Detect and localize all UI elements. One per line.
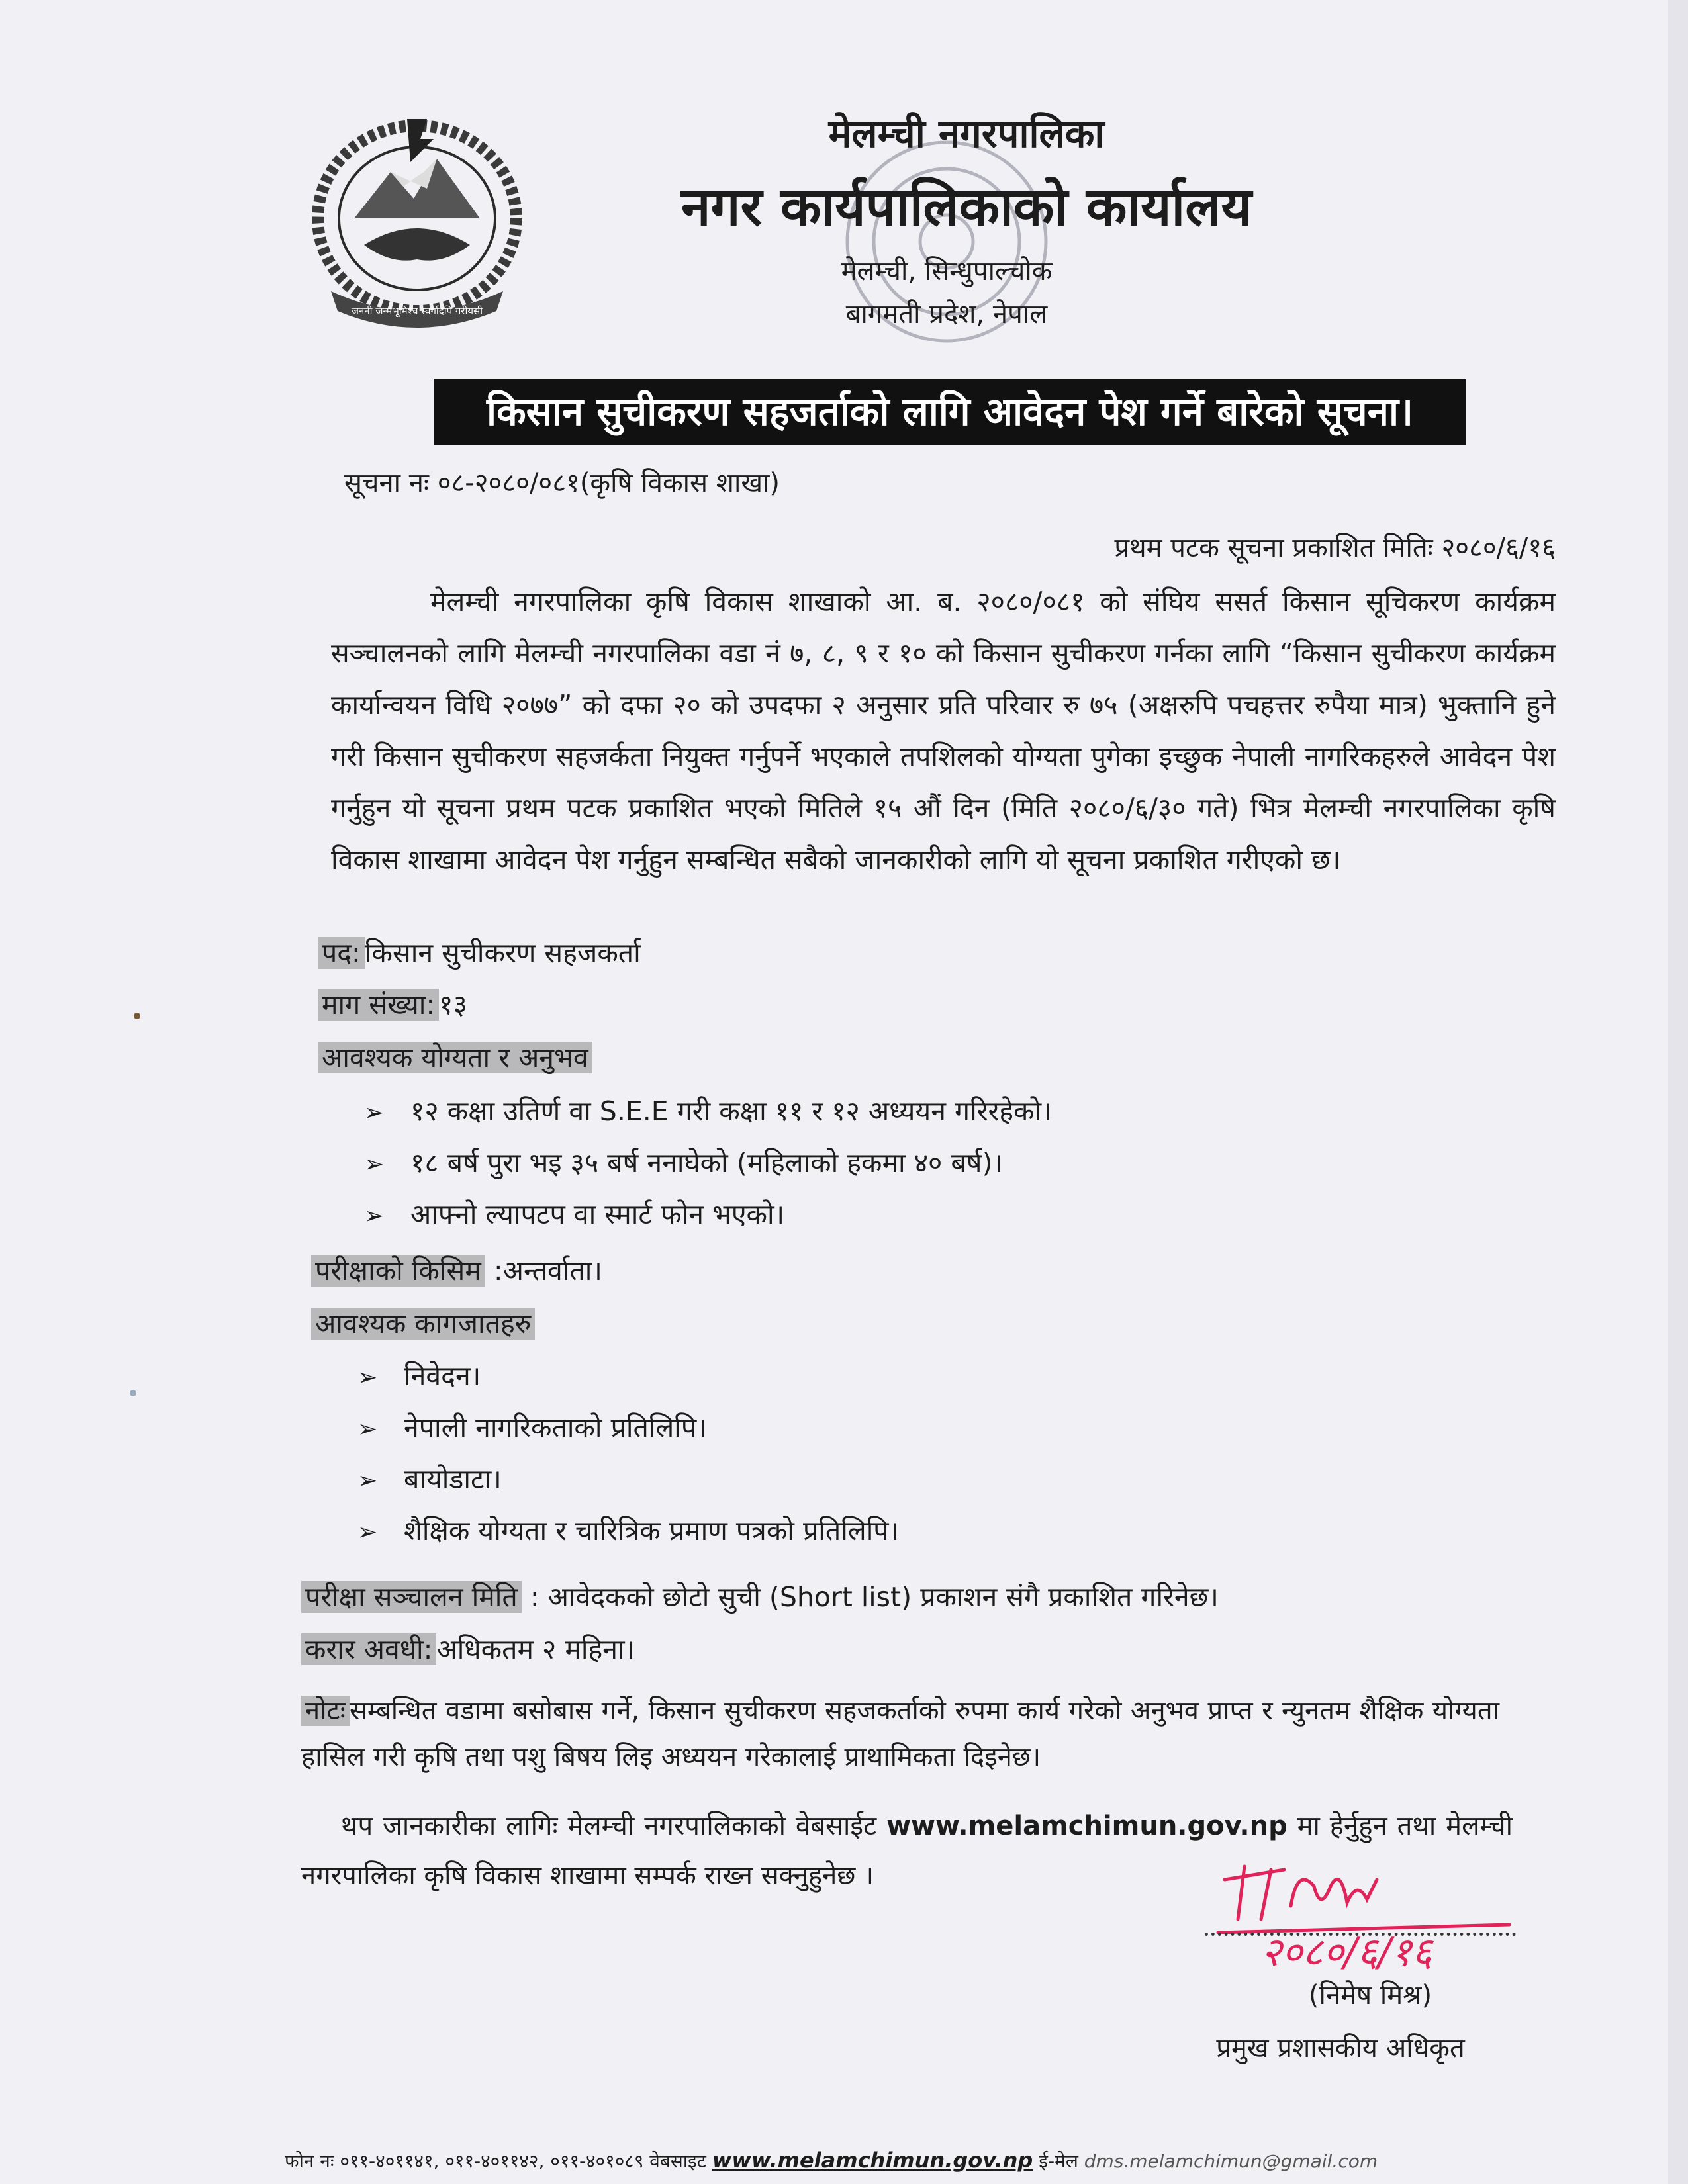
footer: [285, 2148, 1378, 2173]
exam-type-row: [311, 1251, 602, 1291]
notice-title: किसान सुचीकरण सहजर्ताको लागि आवेदन पेश गर्ने बारेको सूचना।: [434, 379, 1466, 445]
arrow-bullet-icon: ➢: [357, 1364, 378, 1391]
paper-speck: [134, 1013, 140, 1019]
demand-label: माग संख्या:: [318, 989, 439, 1021]
footer-phones: फोन नः ०११-४०११४१, ०११-४०११४२, ०११-४०१०८९ वेबसाइट: [285, 2150, 712, 2172]
list-item: ➢ १८ बर्ष पुरा भइ ३५ बर्ष ननाघेको (महिलाको हकमा ४० बर्ष)।: [364, 1137, 1052, 1189]
exam-date-label: परीक्षा सञ्चालन मिति: [301, 1581, 522, 1613]
nepal-emblem-icon: [291, 113, 543, 338]
municipality-name: मेलम्ची नगरपालिका: [828, 111, 1105, 156]
notice-number: सूचना नः ०८-२०८०/०८१(कृषि विकास शाखा): [344, 468, 780, 498]
paper-speck: [130, 1390, 136, 1396]
list-item: ➢ नेपाली नागरिकताको प्रतिलिपि।: [357, 1402, 899, 1453]
arrow-bullet-icon: ➢: [364, 1203, 385, 1230]
contract-value: अधिकतम २ महिना।: [436, 1633, 635, 1665]
svg-text:जननी जन्मभूमिश्च स्वर्गादपि गर: जननी जन्मभूमिश्च स्वर्गादपि गरीयसी: [351, 305, 483, 317]
documents-list: [357, 1350, 899, 1557]
note-label: नोटः: [301, 1696, 350, 1726]
list-item: ➢ बायोडाटा।: [357, 1453, 899, 1505]
post-value: किसान सुचीकरण सहजकर्ता: [364, 937, 641, 969]
contact-paragraph: थप जानकारीका लागिः मेलम्ची नगरपालिकाको वेबसाईट www.melamchimun.gov.np मा हेर्नुहुन तथा मेलम्ची नगरपालिका कृषि विकास शाखामा सम्पर्क राख्न सक्नुहुनेछ ।: [301, 1811, 1513, 1891]
note-text: सम्बन्धित वडामा बसोबास गर्ने, किसान सुचीकरण सहजकर्ताको रुपमा कार्य गरेको अनुभव प्राप्त र न्युनतम शैक्षिक योग्यता हासिल गरी कृषि तथा पशु बिषय लिइ अध्ययन गरेकालाई प्राथामिकता दिइनेछ।: [301, 1696, 1499, 1772]
signatory-designation: प्रमुख प्रशासकीय अधिकृत: [1216, 2033, 1465, 2064]
notice-body: मेलम्ची नगरपालिका कृषि विकास शाखाको आ. ब. २०८०/०८१ को संघिय ससर्त किसान सूचिकरण कार्यक्रम सञ्चालनको लागि मेलम्ची नगरपालिका वडा नं ७, ८, ९ र १० को किसान सुचीकरण गर्नका लागि “किसान सुचीकरण कार्यक्रम कार्यान्वयन विधि २०७७” को दफा २० को उपदफा २ अनुसार प्रति परिवार रु ७५ (अक्षरुपि पचहत्तर रुपैया मात्र) भुक्तानि हुने गरी किसान सुचीकरण सहजर्कता नियुक्त गर्नुपर्ने भएकाले तपशिलको योग्यता पुगेका इच्छुक नेपाली नागरिकहरुले आवेदन पेश गर्नुहुन यो सूचना प्रथम पटक प्रकाशित भएको मितिले १५ औं दिन (मिति २०८०/६/३० गते) भित्र मेलम्ची नगरपालिका कृषि विकास शाखामा आवेदन पेश गर्नुहुन सम्बन्धित सबैको जानकारीको लागि यो सूचना प्रकाशित गरीएको छ।: [331, 586, 1556, 876]
contract-label: करार अवधी:: [301, 1633, 436, 1665]
qualifications-heading-row: [318, 1038, 592, 1077]
post-row: [318, 933, 641, 973]
exam-type-value: :अन्तर्वाता।: [493, 1255, 602, 1287]
exam-date-row: [301, 1577, 1219, 1617]
page-edge: [1668, 0, 1688, 2184]
arrow-bullet-icon: ➢: [364, 1099, 385, 1126]
footer-email-link[interactable]: dms.melamchimun@gmail.com: [1084, 2150, 1378, 2172]
arrow-bullet-icon: ➢: [357, 1467, 378, 1494]
exam-type-label: परीक्षाको किसिम: [311, 1255, 485, 1287]
arrow-bullet-icon: ➢: [357, 1519, 378, 1546]
signature-date: २०८०/६/१६: [1261, 1929, 1432, 1972]
post-label: पद:: [318, 937, 365, 969]
office-address: मेलम्ची, सिन्धुपाल्चोक: [841, 256, 1053, 287]
note-paragraph: [301, 1688, 1499, 1780]
signature-line: [1205, 1933, 1516, 1936]
demand-value: १३: [439, 989, 467, 1021]
handwritten-signature: [1198, 1840, 1516, 1972]
website-link[interactable]: www.melamchimun.gov.np: [886, 1811, 1288, 1841]
footer-website-link[interactable]: www.melamchimun.gov.np: [712, 2148, 1033, 2173]
signatory-name: (निमेष मिश्र): [1308, 1980, 1432, 2011]
documents-heading-row: [311, 1304, 535, 1343]
documents-heading: आवश्यक कागजातहरु: [311, 1308, 535, 1340]
contract-row: [301, 1629, 635, 1669]
demand-row: [318, 985, 467, 1024]
qualifications-heading: आवश्यक योग्यता र अनुभव: [318, 1042, 592, 1073]
office-name: नगर कार्यपालिकाको कार्यालय: [681, 176, 1252, 238]
exam-date-value: : आवेदकको छोटो सुची (Short list) प्रकाशन संगै प्रकाशित गरिनेछ।: [530, 1581, 1219, 1613]
qualifications-list: [364, 1085, 1052, 1240]
list-item: ➢ शैक्षिक योग्यता र चारित्रिक प्रमाण पत्रको प्रतिलिपि।: [357, 1505, 899, 1557]
list-item: ➢ आफ्नो ल्यापटप वा स्मार्ट फोन भएको।: [364, 1189, 1052, 1240]
list-item: ➢ १२ कक्षा उतिर्ण वा S.E.E गरी कक्षा ११ र १२ अध्ययन गरिरहेको।: [364, 1085, 1052, 1137]
list-item: ➢ निवेदन।: [357, 1350, 899, 1402]
arrow-bullet-icon: ➢: [364, 1151, 385, 1178]
arrow-bullet-icon: ➢: [357, 1416, 378, 1443]
office-province: बागमती प्रदेश, नेपाल: [845, 299, 1048, 330]
publication-date: प्रथम पटक सूचना प्रकाशित मितिः २०८०/६/१६: [1114, 533, 1556, 563]
footer-email-label: ई-मेल: [1033, 2150, 1084, 2172]
